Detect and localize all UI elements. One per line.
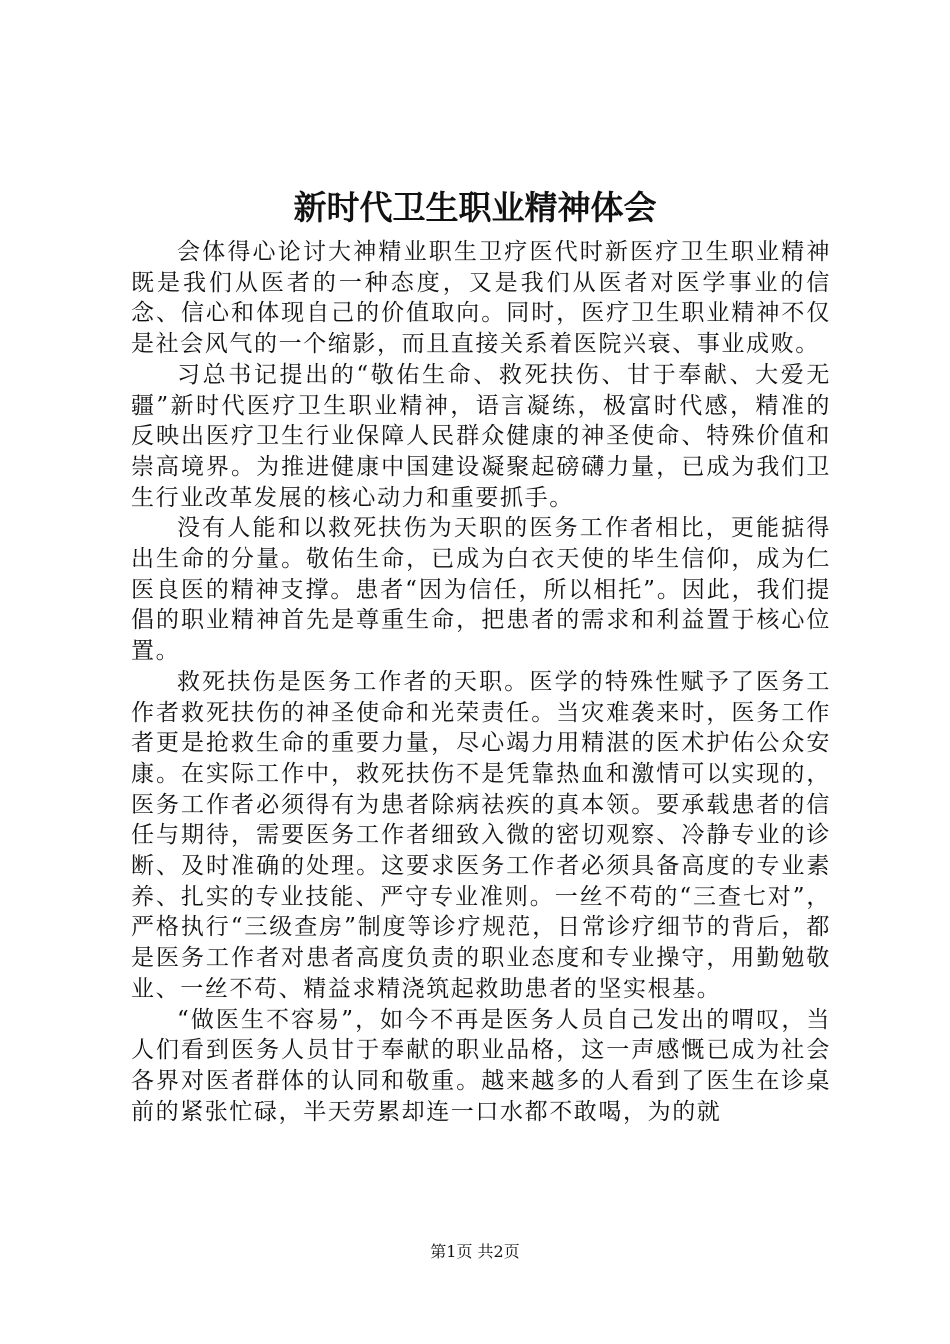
paragraph: 没有人能和以救死扶伤为天职的医务工作者相比，更能掂得出生命的分量。敬佑生命，已成为白衣天使的毕生信仰，成为仁医良医的精神支撑。患者“因为信任，所以相托”。因此，我们提倡的职业精神首先是尊重生命，把患者的需求和利益置于核心位置。 [131, 515, 831, 665]
paragraph: 习总书记提出的“敬佑生命、救死扶伤、甘于奉献、大爱无疆”新时代医疗卫生职业精神，语言凝练，极富时代感，精准的反映出医疗卫生行业保障人民群众健康的神圣使命、特殊价值和崇高境界。为推进健康中国建设凝聚起磅礴力量，已成为我们卫生行业改革发展的核心动力和重要抓手。 [131, 361, 831, 511]
page-number-footer: 第1页 共2页 [430, 1242, 520, 1261]
document-title: 新时代卫生职业精神体会 [293, 188, 657, 227]
paragraph: “做医生不容易”，如今不再是医务人员自己发出的喟叹，当人们看到医务人员甘于奉献的职业品格，这一声感慨已成为社会各界对医者群体的认同和敬重。越来越多的人看到了医生在诊桌前的紧张忙碌，半天劳累却连一口水都不敢喝，为的就 [131, 1006, 831, 1125]
document-body [131, 237, 831, 1127]
paragraph: 救死扶伤是医务工作者的天职。医学的特殊性赋予了医务工作者救死扶伤的神圣使命和光荣责任。当灾难袭来时，医务工作者更是抢救生命的重要力量，尽心竭力用精湛的医术护佑公众安康。在实际工作中，救死扶伤不是凭靠热血和激情可以实现的，医务工作者必须得有为患者除病祛疾的真本领。要承载患者的信任与期待，需要医务工作者细致入微的密切观察、冷静专业的诊断、及时准确的处理。这要求医务工作者必须具备高度的专业素养、扎实的专业技能、严守专业准则。一丝不苟的“三查七对”，严格执行“三级查房”制度等诊疗规范，日常诊疗细节的背后，都是医务工作者对患者高度负责的职业态度和专业操守，用勤勉敬业、一丝不苟、精益求精浇筑起救助患者的坚实根基。 [131, 668, 831, 1002]
paragraph: 会体得心论讨大神精业职生卫疗医代时新医疗卫生职业精神既是我们从医者的一种态度，又是我们从医者对医学事业的信念、信心和体现自己的价值取向。同时，医疗卫生职业精神不仅是社会风气的一个缩影，而且直接关系着医院兴衰、事业成败。 [131, 239, 831, 358]
